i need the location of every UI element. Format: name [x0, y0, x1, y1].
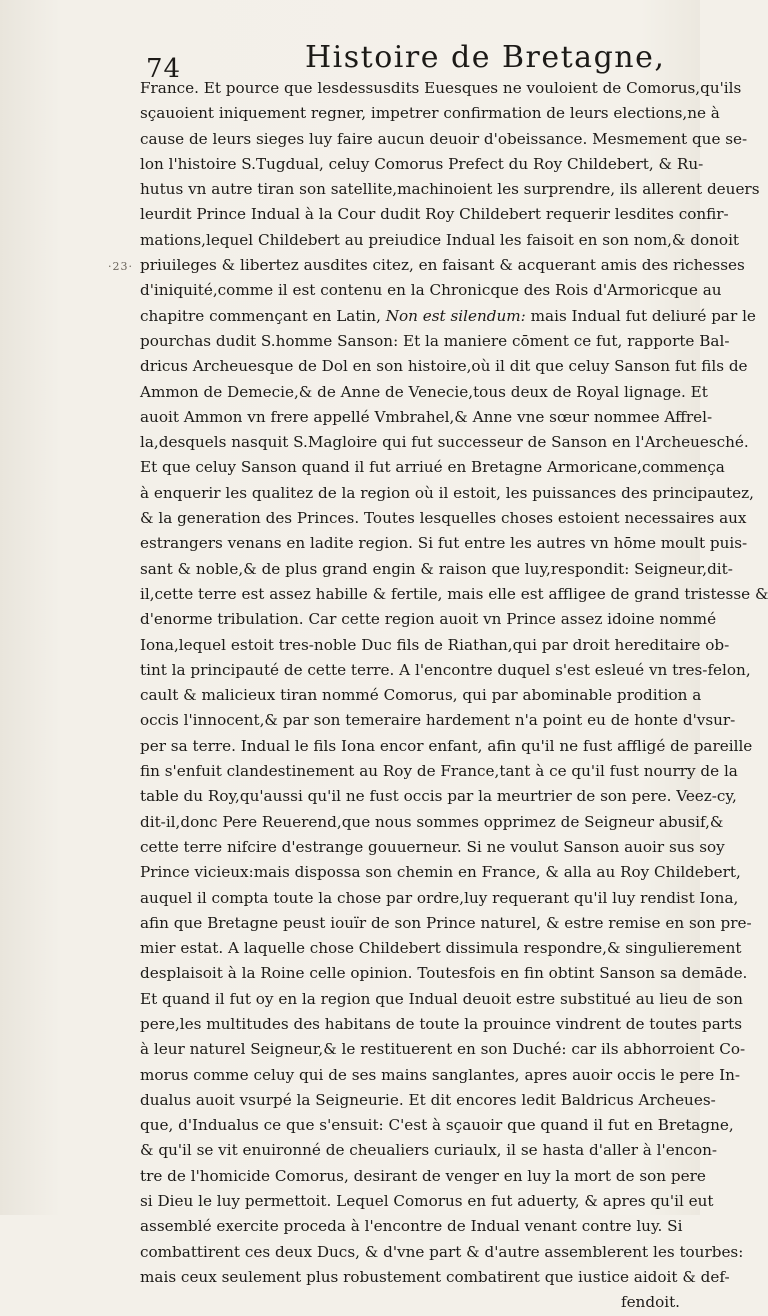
page-number: 74 [146, 54, 182, 84]
text-line: pourchas dudit S.homme Sanson: Et la maniere cōment ce fut, rapporte Bal- [140, 331, 730, 350]
text-line: que, d'Indualus ce que s'ensuit: C'est à sçauoir que quand il fut en Bretagne, [140, 1116, 734, 1135]
text-line: si Dieu le luy permettoit. Lequel Comorus en fut aduerty, & apres qu'il eut [140, 1192, 714, 1211]
text-line: priuileges & libertez ausdites citez, en faisant & acquerant amis des richesses [140, 256, 745, 275]
text-line: il,cette terre est assez habille & fertile, mais elle est affligee de grand tristesse & [140, 584, 768, 603]
text-line: à leur naturel Seigneur,& le restituerent en son Duché: car ils abhorroient Co- [140, 1040, 746, 1059]
body-text [140, 76, 768, 1316]
text-line: dricus Archeuesque de Dol en son histoire,où il dit que celuy Sanson fut fils de [140, 357, 748, 376]
text-line: auoit Ammon vn frere appellé Vmbrahel,& Anne vne sœur nommee Affrel- [140, 407, 713, 426]
text-line: sant & noble,& de plus grand engin & raison que luy,respondit: Seigneur,dit- [140, 559, 733, 578]
text-line: fendoit. [620, 1293, 680, 1312]
text-line: desplaisoit à la Roine celle opinion. Toutesfois en fin obtint Sanson sa demāde. [140, 964, 748, 983]
text-line: tint la principauté de cette terre. A l'encontre duquel s'est esleué vn tres-felon, [140, 660, 751, 679]
text-line: dualus auoit vsurpé la Seigneurie. Et dit encores ledit Baldricus Archeues- [140, 1090, 716, 1109]
text-line: à enquerir les qualitez de la region où il estoit, les puissances des principautez, [140, 483, 754, 502]
text-line: auquel il compta toute la chose par ordre,luy requerant qu'il luy rendist Iona, [140, 888, 739, 907]
text-line: afin que Bretagne peust iouïr de son Prince naturel, & estre remise en son pre- [140, 913, 752, 932]
text-line: mais ceux seulement plus robustement combatirent que iustice aidoit & def- [140, 1267, 730, 1286]
text-line: table du Roy,qu'aussi qu'il ne fust occis par la meurtrier de son pere. Veez-cy, [140, 787, 737, 806]
text-line: tre de l'homicide Comorus, desirant de venger en luy la mort de son pere [140, 1166, 706, 1185]
text-line: estrangers venans en ladite region. Si fut entre les autres vn hōme moult puis- [140, 534, 748, 553]
text-line: leurdit Prince Indual à la Cour dudit Roy Childebert requerir lesdites confir- [140, 205, 729, 224]
text-line: Iona,lequel estoit tres-noble Duc fils de Riathan,qui par droit hereditaire ob- [140, 635, 730, 654]
text-line: fin s'enfuit clandestinement au Roy de France,tant à ce qu'il fust nourry de la [140, 762, 738, 781]
text-line: per sa terre. Indual le fils Iona encor enfant, afin qu'il ne fust affligé de pareille [140, 736, 753, 755]
text-line: la,desquels nasquit S.Magloire qui fut successeur de Sanson en l'Archeuesché. [140, 433, 749, 452]
text-line: & qu'il se vit enuironné de cheualiers curiaulx, il se hasta d'aller à l'encon- [140, 1141, 718, 1160]
text-line: cause de leurs sieges luy faire aucun deuoir d'obeissance. Mesmement que se- [140, 129, 748, 148]
text-line: sçauoient iniquement regner, impetrer confirmation de leurs elections,ne à [140, 104, 720, 123]
text-line: cette terre nifcire d'estrange gouuerneur. Si ne voulut Sanson auoir sus soy [140, 837, 725, 856]
text-line: mier estat. A laquelle chose Childebert dissimula respondre,& singulierement [140, 939, 742, 958]
text-line: hutus vn autre tiran son satellite,machinoient les surprendre, ils allerent deuers [140, 180, 760, 199]
text-line: France. Et pource que lesdessusdits Euesques ne vouloient de Comorus,qu'ils [140, 79, 742, 97]
text-line: dit-il,donc Pere Reuerend,que nous sommes opprimez de Seigneur abusif,& [140, 812, 724, 831]
text-line: pere,les multitudes des habitans de toute la prouince vindrent de toutes parts [140, 1014, 742, 1033]
running-title: Histoire de Bretagne, [305, 40, 666, 75]
text-line: cault & malicieux tiran nommé Comorus, qui par abominable prodition a [140, 686, 702, 705]
text-line: Ammon de Demecie,& de Anne de Venecie,tous deux de Royal lignage. Et [140, 382, 708, 401]
margin-mark: ·23· [108, 260, 133, 273]
text-line: mations,lequel Childebert au preiudice Indual les faisoit en son nom,& donoit [140, 230, 740, 249]
text-line: assemblé exercite proceda à l'encontre de Indual venant contre luy. Si [140, 1217, 683, 1236]
text-line: Et quand il fut oy en la region que Indual deuoit estre substitué au lieu de son [140, 989, 743, 1008]
text-line: & la generation des Princes. Toutes lesquelles choses estoient necessaires aux [140, 509, 747, 528]
text-line: morus comme celuy qui de ses mains sanglantes, apres auoir occis le pere In- [140, 1065, 741, 1084]
text-line: d'enorme tribulation. Car cette region auoit vn Prince assez idoine nommé [140, 610, 717, 629]
text-line: Prince vicieux:mais dispossa son chemin en France, & alla au Roy Childebert, [140, 863, 741, 882]
text-line: lon l'histoire S.Tugdual, celuy Comorus Prefect du Roy Childebert, & Ru- [140, 154, 704, 173]
text-line: chapitre commençant en Latin, Non est silendum: mais Indual fut deliuré par le [140, 306, 756, 325]
text-line: combattirent ces deux Ducs, & d'vne part & d'autre assemblerent les tourbes: [140, 1242, 744, 1261]
text-line: d'iniquité,comme il est contenu en la Chronicque des Rois d'Armoricque au [140, 281, 722, 300]
text-line: occis l'innocent,& par son temeraire hardement n'a point eu de honte d'vsur- [140, 711, 736, 730]
text-line: Et que celuy Sanson quand il fut arriué en Bretagne Armoricane,commença [140, 458, 725, 477]
